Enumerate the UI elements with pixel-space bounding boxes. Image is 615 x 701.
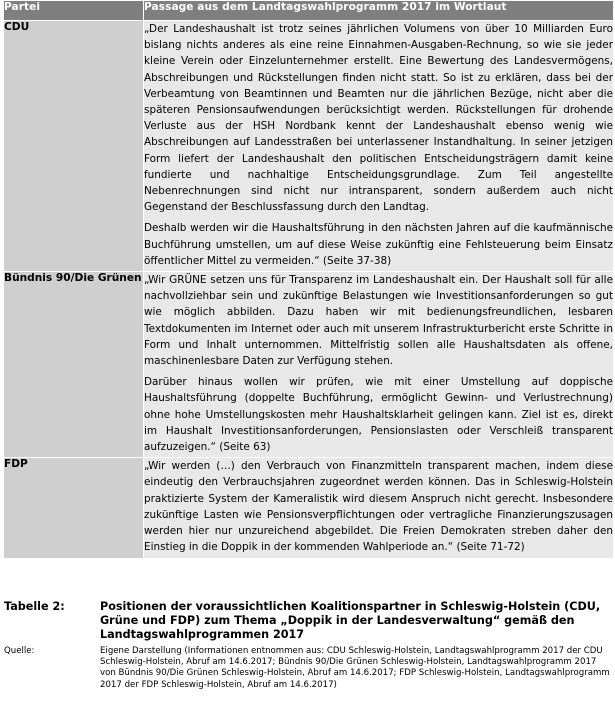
table-header-row [4, 1, 614, 21]
header-passage: Passage aus dem Landtagswahlprogramm 2017 im Wortlaut [144, 1, 614, 21]
passage-paragraph: „Der Landeshaushalt ist trotz seines jährlichen Volumens von über 10 Milliarden Euro bislang nichts anderes als eine reine Einnahmen-Ausgaben-Rechnung, so wie sie jeder kleine Verein oder Einzelunternehmer erstellt. Eine Bewertung des Landesvermögens, Abschreibungen und Rückstellungen finden nicht statt. So ist zu erklären, dass bei der Verbeamtung von Beamtinnen und Beamten nur die jährlichen Bezüge, nicht aber die späteren Pensionsaufwendungen berücksichtigt werden. Rückstellungen für drohende Verluste aus der HSH Nordbank kennt der Landeshaushalt ebenso wenig wie Abschreibungen auf Landesstraßen bei unterlassener Instandhaltung. In seiner jetzigen Form liefert der Landeshaushalt den politischen Entscheidungsträgern damit keine fundierte und nachhaltige Entscheidungsgrundlage. Zum Teil angestellte Nebenrechnungen sind nicht nur intransparent, sondern außerdem auch nicht Gegenstand der Beschlussfassung durch den Landtag. [144, 23, 613, 214]
party-cell: FDP [4, 458, 144, 558]
table-row-fdp [4, 458, 614, 558]
passage-cell [144, 272, 614, 458]
source-text: Eigene Darstellung (Informationen entnommen aus: CDU Schleswig-Holstein, Landtagswahlprogramm 2017 der CDU Schleswig-Holstein, Abruf am 14.6.2017; Bündnis 90/Die Grünen Schleswig-Holstein, Landtagswahlprogramm 2017 von Bündnis 90/Die Grünen Schleswig-Holstein, Abruf am 14.6.2017; FDP Schleswig-Holstein, Landtagswahlprogramm 2017 der FDP Schleswig-Holstein, Abruf am 14.6.2017) [100, 646, 610, 690]
table-row-cdu [4, 21, 614, 272]
passage-paragraph: Deshalb werden wir die Haushaltsführung in den nächsten Jahren auf die kaufmännische Buchführung umstellen, um auf diese Weise zukünftig eine Fehlsteuerung beim Einsatz öffentlicher Mittel zu vermeiden.“ (Seite 37-38) [144, 222, 613, 267]
passage-cell [144, 458, 614, 558]
party-cell: Bündnis 90/Die Grünen [4, 272, 144, 458]
caption-label: Tabelle 2: [4, 600, 65, 613]
positions-table [3, 0, 614, 559]
party-cell: CDU [4, 21, 144, 272]
passage-paragraph: „Wir werden (…) den Verbrauch von Finanzmitteln transparent machen, indem diese eindeutig den Verbrauchsjahren zugeordnet werden können. Das in Schleswig-Holstein praktizierte System der Kameralistik wird diesem Anspruch nicht gerecht. Insbesondere zukünftige Lasten wie Pensionsverpflichtungen oder vertragliche Finanzierungszusagen werden hier nur unzureichend abgebildet. Die Freien Demokraten streben daher den Einstieg in die Doppik in der kommenden Wahlperiode an.“ (Seite 71-72) [144, 460, 613, 554]
table-caption [4, 600, 610, 691]
header-party: Partei [4, 1, 144, 21]
passage-paragraph: „Wir GRÜNE setzen uns für Transparenz im Landeshaushalt ein. Der Haushalt soll für alle nachvollziehbar sein und zukünftige Belastungen wie Investitionsanforderungen so gut wie möglich abbilden. Dazu haben wir mit bedienungsfreundlichen, lesbaren Textdokumenten im Internet oder auch mit unserem Infrastrukturbericht erste Schritte in Form und Inhalt unternommen. Mittelfristig sollen alle Haushaltsdaten als offene, maschinenlesbare Daten zur Verfügung stehen. [144, 274, 613, 368]
source-label: Quelle: [4, 646, 35, 656]
passage-paragraph: Darüber hinaus wollen wir prüfen, wie mit einer Umstellung auf doppische Haushaltsführung (doppelte Buchführung, ermöglicht Gewinn- und Verlustrechnung) ohne hohe Umstellungskosten mehr Haushaltsklarheit gelingen kann. Ziel ist es, direkt im Haushalt Investitionsanforderungen, Pensionslasten oder Verschleiß transparent aufzuzeigen.“ (Seite 63) [144, 376, 613, 454]
passage-cell [144, 21, 614, 272]
table-row-gruene [4, 272, 614, 458]
caption-text: Positionen der voraussichtlichen Koalitionspartner in Schleswig-Holstein (CDU, Grüne und FDP) zum Thema „Doppik in der Landesverwaltung“ gemäß den Landtagswahlprogrammen 2017 [100, 600, 601, 641]
